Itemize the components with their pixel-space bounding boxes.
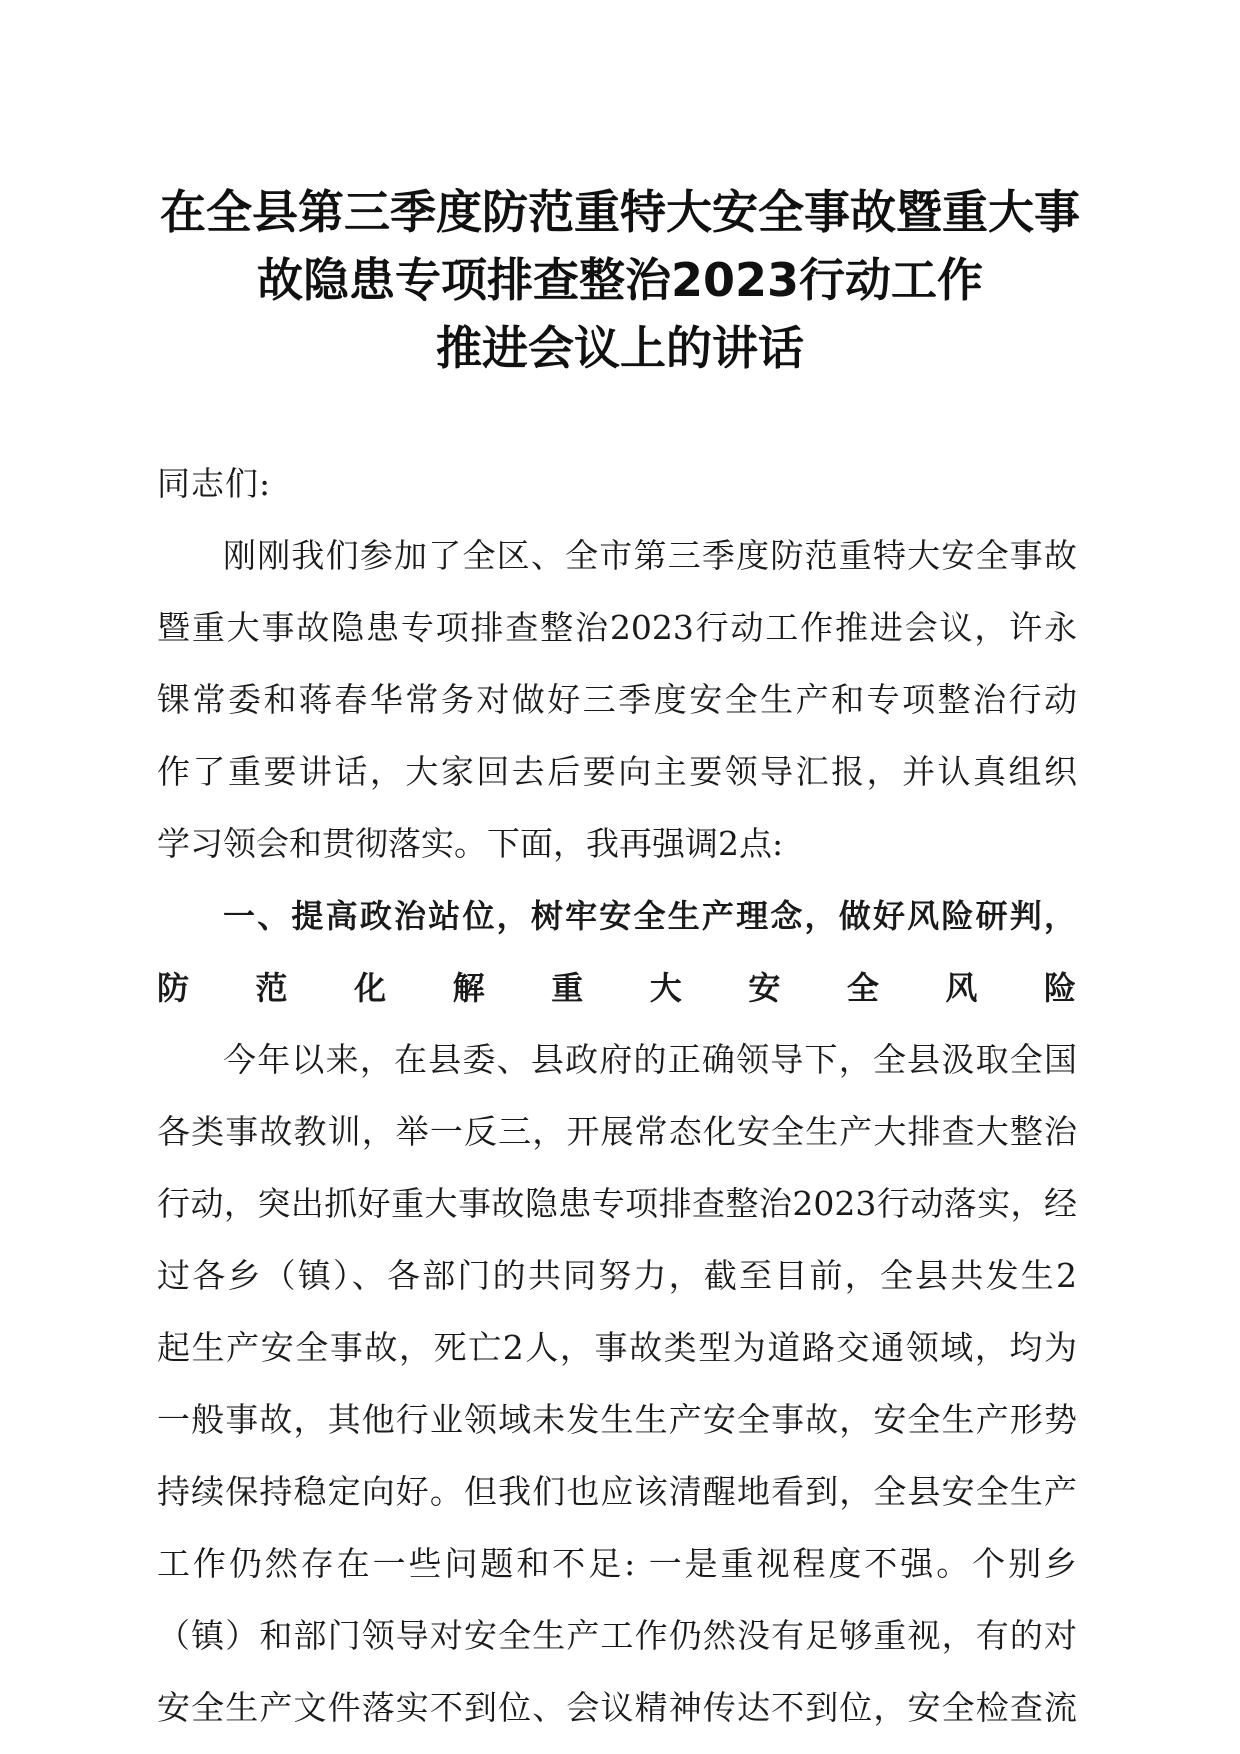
document-title (140, 178, 1100, 382)
paragraph-line: 安全生产文件落实不到位、会议精神传达不到位，安全检查流 (157, 1688, 1077, 1727)
document-body (157, 448, 1077, 1744)
paragraph-section-1 (157, 1024, 1077, 1744)
paragraph-line: 刚刚我们参加了全区、全市第三季度防范重特大安全事故 (223, 536, 1077, 575)
title-line: 故隐患专项排查整治2023行动工作 (256, 253, 984, 307)
paragraph-line: （镇）和部门领导对安全生产工作仍然没有足够重视，有的对 (157, 1616, 1077, 1655)
paragraph-line: 学习领会和贯彻落实。下面，我再强调2点: (157, 824, 784, 863)
section-heading-1 (157, 880, 1077, 1024)
paragraph-intro (157, 520, 1077, 880)
heading-line: 一、提高政治站位，树牢安全生产理念，做好风险研判， (223, 897, 1077, 935)
paragraph-line: 过各乡（镇）、各部门的共同努力，截至目前，全县共发生2 (157, 1256, 1077, 1295)
paragraph-line: 起生产安全事故，死亡2人，事故类型为道路交通领域，均为 (157, 1328, 1077, 1367)
paragraph-line: 作了重要讲话，大家回去后要向主要领导汇报，并认真组织 (157, 752, 1077, 791)
title-line: 在全县第三季度防范重特大安全事故暨重大事 (160, 185, 1080, 239)
salutation (157, 448, 1077, 520)
paragraph-line: 持续保持稳定向好。但我们也应该清醒地看到，全县安全生产 (157, 1472, 1077, 1511)
paragraph-line: 锞常委和蒋春华常务对做好三季度安全生产和专项整治行动 (157, 680, 1077, 719)
salutation-text: 同志们: (157, 464, 272, 503)
paragraph-line: 今年以来，在县委、县政府的正确领导下，全县汲取全国 (223, 1040, 1077, 1079)
paragraph-line: 行动，突出抓好重大事故隐患专项排查整治2023行动落实，经 (157, 1184, 1077, 1223)
heading-line: 防范化解重大安全风险 (157, 969, 1077, 1007)
paragraph-line: 暨重大事故隐患专项排查整治2023行动工作推进会议，许永 (157, 608, 1077, 647)
title-line: 推进会议上的讲话 (436, 321, 804, 375)
paragraph-line: 一般事故，其他行业领域未发生生产安全事故，安全生产形势 (157, 1400, 1077, 1439)
paragraph-line: 各类事故教训，举一反三，开展常态化安全生产大排查大整治 (157, 1112, 1077, 1151)
paragraph-line: 工作仍然存在一些问题和不足: 一是重视程度不强。个别乡 (157, 1544, 1077, 1583)
